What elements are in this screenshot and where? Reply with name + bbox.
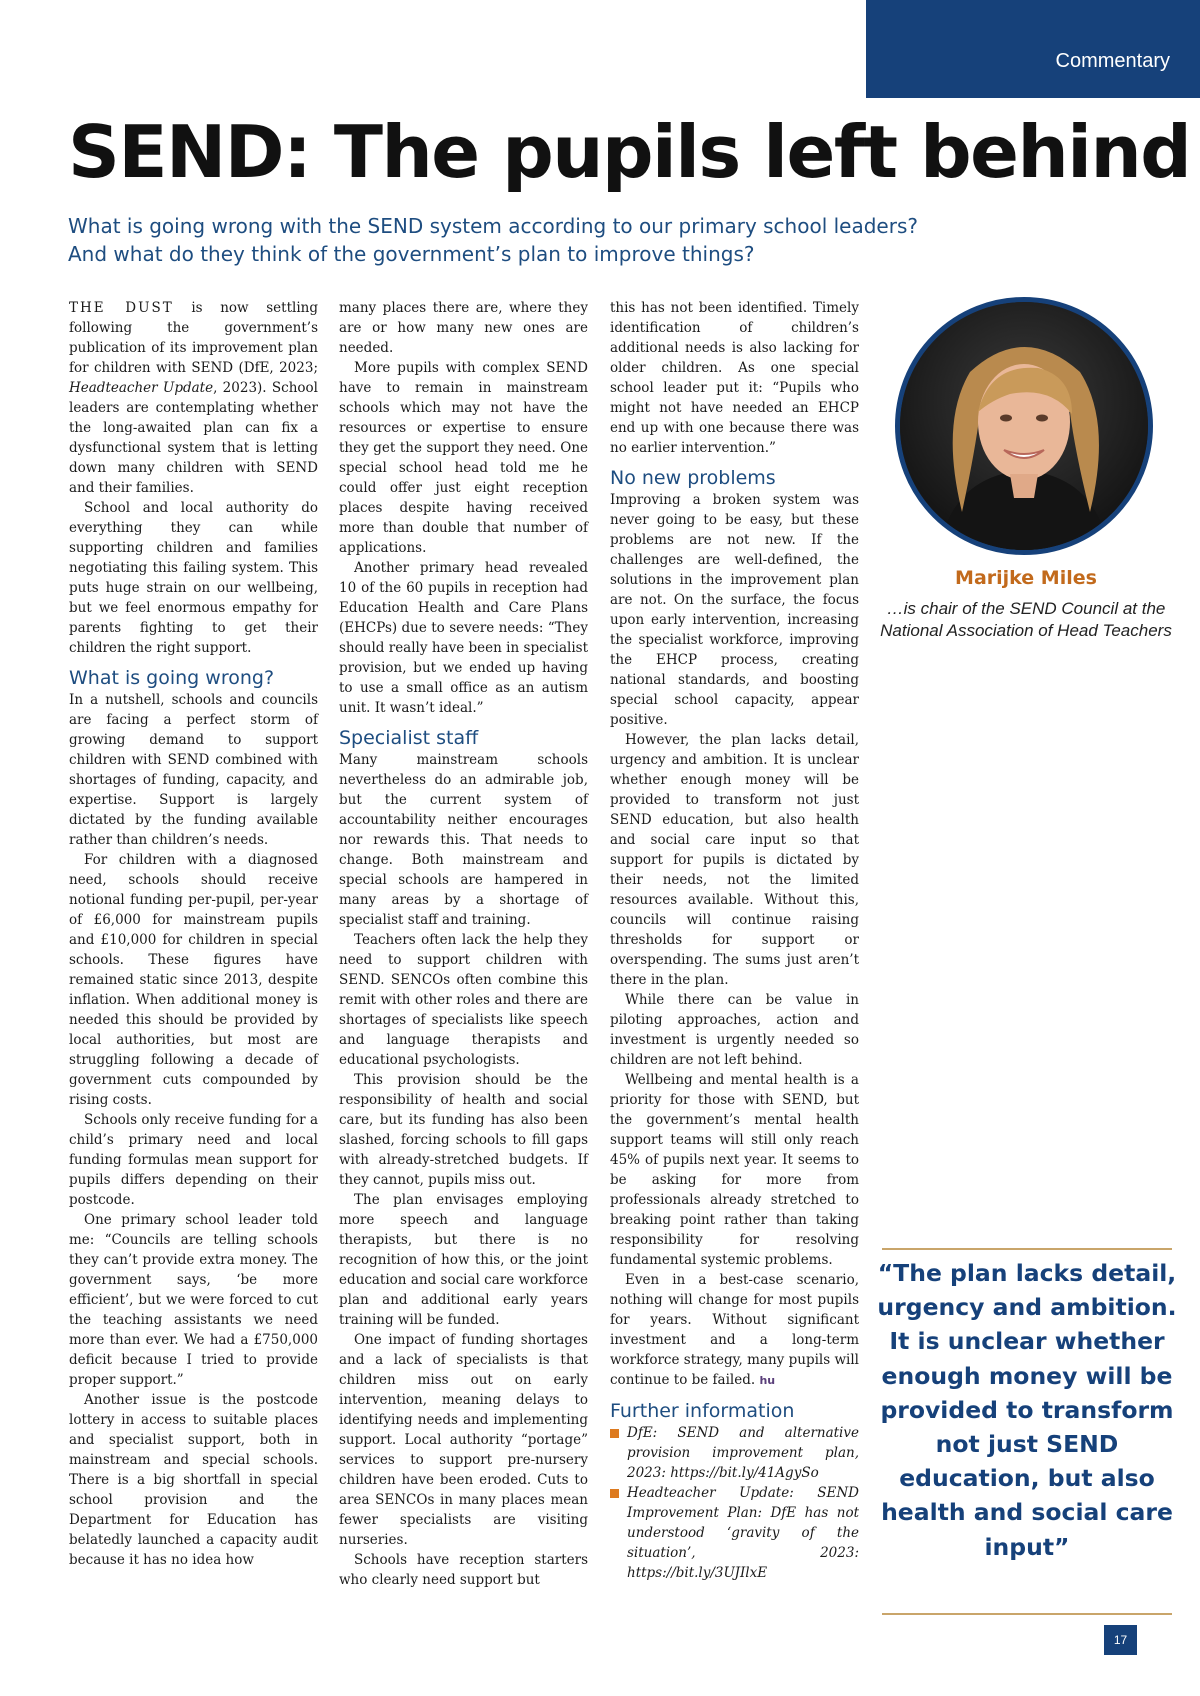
- article-column-1: [69, 298, 318, 1570]
- body-paragraph: Schools have reception starters who clearly need support but: [339, 1552, 588, 1588]
- citation: Headteacher Update: [69, 380, 214, 396]
- pullquote-rule-bottom: [882, 1613, 1172, 1615]
- body-paragraph: Improving a broken system was never going to be easy, but these problems are not new. If the challenges are well-defined, the solutions in the improvement plan are not. On the surface, the focus upon early intervention, increasing the specialist workforce, improving the EHCP process, creating national standards, and boosting special school capacity, appear positive.: [610, 492, 859, 728]
- body-paragraph: this has not been identified. Timely identification of children’s additional needs is also lacking for older children. As one special school leader put it: “Pupils who might not have needed an EHCP end up with one because there was no earlier intervention.”: [610, 300, 859, 456]
- article-column-3: [610, 298, 859, 1583]
- subheading-no-new-problems: No new problems: [610, 467, 776, 489]
- section-tag: Commentary: [866, 0, 1200, 98]
- paragraph-text: , 2023). School leaders are contemplating whether the long-awaited plan can fix a dysfunctional system that is letting down many children with SEND and their families.: [69, 380, 318, 496]
- body-paragraph: The plan envisages employing more speech and language therapists, but there is no recognition of how this, or the joint education and social care workforce plan and additional early years training will be funded.: [339, 1192, 588, 1328]
- further-info-item: [610, 1483, 859, 1583]
- reference-text: Headteacher Update: SEND Improvement Plan: DfE has not understood ‘gravity of the situation’, 2023: https://bit.ly/3UJIlxE: [627, 1485, 859, 1581]
- paragraph-text: Even in a best-case scenario, nothing will change for most pupils for years. Without significant investment and a long-term workforce strategy, many pupils will continue to be failed.: [610, 1272, 859, 1388]
- standfirst: [68, 212, 1108, 268]
- article-title: SEND: The pupils left behind: [68, 110, 1191, 194]
- body-paragraph: Wellbeing and mental health is a priority for those with SEND, but the government’s mental health support teams will still only reach 45% of pupils next year. It seems to be asking for more from professionals already stretched to breaking point rather than taking responsibility for resolving fundamental systemic problems.: [610, 1072, 859, 1268]
- body-paragraph: Teachers often lack the help they need to support children with SEND. SENCOs often combine this remit with other roles and there are shortages of specialists like speech and language therapists and educational psychologists.: [339, 932, 588, 1068]
- body-paragraph: For children with a diagnosed need, schools should receive notional funding per-pupil, per-year of £6,000 for mainstream pupils and £10,000 for children in special schools. These figures have remained static since 2013, despite inflation. When additional money is needed this should be provided by local authorities, but most are struggling following a decade of government cuts compounded by rising costs.: [69, 852, 318, 1108]
- page-number: 17: [1104, 1625, 1137, 1655]
- further-information-list: [610, 1423, 859, 1583]
- body-paragraph: many places there are, where they are or how many new ones are needed.: [339, 300, 588, 356]
- reference-text: DfE: SEND and alternative provision improvement plan, 2023: https://bit.ly/41AgySo: [627, 1425, 859, 1481]
- body-paragraph: Many mainstream schools nevertheless do an admirable job, but the current system of accountability neither encourages nor rewards this. That needs to change. Both mainstream and special schools are hampered in many areas by a shortage of specialist staff and training.: [339, 752, 588, 928]
- body-paragraph: [610, 1270, 859, 1391]
- article-column-2: [339, 298, 588, 1590]
- end-mark-logo: hu: [759, 1374, 776, 1387]
- body-paragraph: More pupils with complex SEND have to remain in mainstream schools which may not have the resources or expertise to ensure they get the support they need. One special school head told me he could offer just eight reception places despite having received more than double that number of applications.: [339, 360, 588, 556]
- bullet-square-icon: [610, 1429, 619, 1438]
- portrait-illustration: [900, 302, 1148, 550]
- body-paragraph: One impact of funding shortages and a lack of specialists is that children miss out on early intervention, meaning delays to identifying needs and implementing support. Local authority “portage” services to support pre-nursery children have been eroded. Cuts to area SENCOs in many places mean fewer specialists are visiting nurseries.: [339, 1332, 588, 1548]
- body-paragraph: While there can be value in piloting approaches, action and investment is urgently needed so children are not left behind.: [610, 992, 859, 1068]
- author-name: Marijke Miles: [955, 567, 1097, 589]
- standfirst-line: And what do they think of the government’s plan to improve things?: [68, 242, 755, 266]
- body-paragraph: Another primary head revealed 10 of the 60 pupils in reception had Education Health and Care Plans (EHCPs) due to severe needs: “They should really have been in specialist provision, but we ended up having to use a small office as an autism unit. It wasn’t ideal.”: [339, 560, 588, 716]
- further-info-item: [610, 1423, 859, 1483]
- author-portrait: [895, 297, 1153, 555]
- bullet-square-icon: [610, 1489, 619, 1498]
- subheading-what-is-going-wrong: What is going wrong?: [69, 667, 275, 689]
- body-paragraph: However, the plan lacks detail, urgency and ambition. It is unclear whether enough money will be provided to transform not just SEND education, but also health and social care input so that support for pupils is dictated by their needs, not the limited resources available. Without this, councils will continue raising thresholds for support or overspending. The sums just aren’t there in the plan.: [610, 732, 859, 988]
- lead-in: THE DUST: [69, 300, 174, 316]
- pullquote-rule-top: [882, 1248, 1172, 1250]
- body-paragraph: Schools only receive funding for a child’s primary need and local funding formulas mean support for pupils differs depending on their postcode.: [69, 1112, 318, 1208]
- body-paragraph: School and local authority do everything they can while supporting children and families negotiating this failing system. This puts huge strain on our wellbeing, but we feel enormous empathy for parents fighting to get their children the right support.: [69, 500, 318, 656]
- body-paragraph: This provision should be the responsibility of health and social care, but its funding has also been slashed, forcing schools to fill gaps with already-stretched budgets. If they cannot, pupils miss out.: [339, 1072, 588, 1188]
- body-paragraph: Another issue is the postcode lottery in access to suitable places and specialist support, both in mainstream and special schools. There is a big shortfall in special school provision and the Department for Education has belatedly launched a capacity audit because it has no idea how: [69, 1392, 318, 1568]
- standfirst-line: What is going wrong with the SEND system according to our primary school leaders?: [68, 214, 918, 238]
- subheading-further-information: Further information: [610, 1400, 795, 1422]
- body-paragraph: In a nutshell, schools and councils are facing a perfect storm of growing demand to support children with SEND combined with shortages of funding, capacity, and expertise. Support is largely dictated by the funding available rather than children’s needs.: [69, 692, 318, 848]
- pullquote: “The plan lacks detail, urgency and ambition. It is unclear whether enough money will be provided to transform not just SEND education, but also health and social care input”: [877, 1259, 1177, 1561]
- author-bio: …is chair of the SEND Council at the National Association of Head Teachers: [880, 599, 1172, 640]
- body-paragraph: [69, 298, 318, 498]
- paragraph-text: is now settling following the government’s publication of its improvement plan for children with SEND (DfE, 2023;: [69, 300, 318, 376]
- body-paragraph: One primary school leader told me: “Councils are telling schools they can’t provide extra money. The government says, ‘be more efficient’, but we were forced to cut the teaching assistants we need more than ever. We had a £750,000 deficit because I tried to provide proper support.”: [69, 1212, 318, 1388]
- subheading-specialist-staff: Specialist staff: [339, 727, 479, 749]
